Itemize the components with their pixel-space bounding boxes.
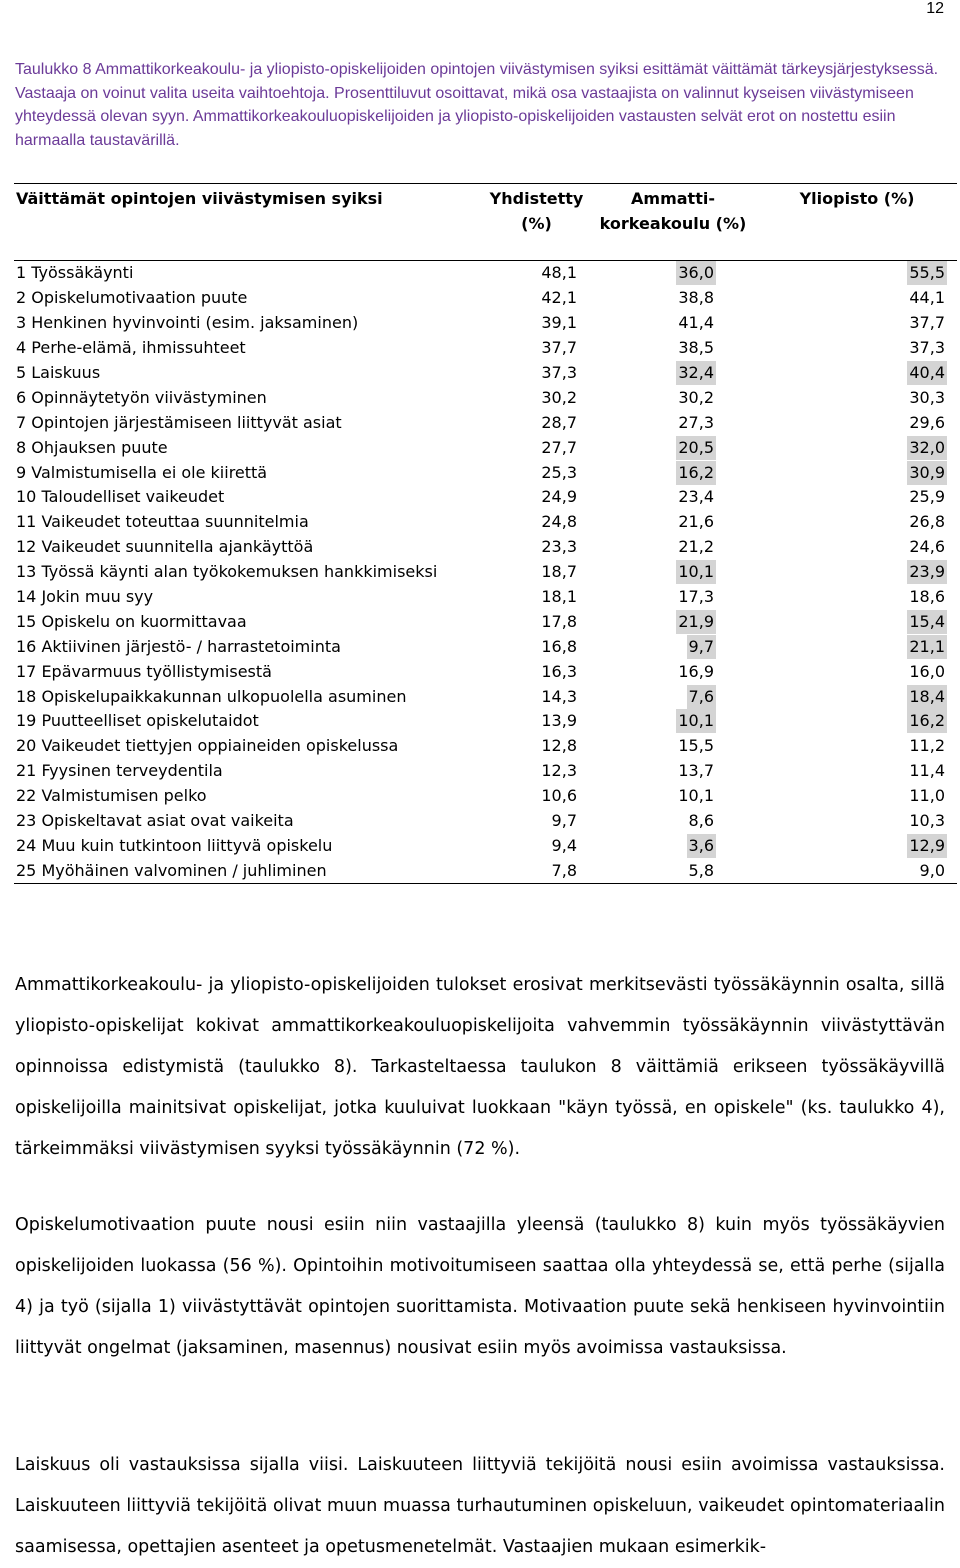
- cell-university: [757, 560, 957, 585]
- row-label: 8 Ohjauksen puute: [16, 437, 168, 457]
- reasons-table-container: [14, 183, 957, 884]
- cell-amk: [589, 858, 757, 883]
- cell-university: [757, 410, 957, 435]
- table-row: [14, 336, 957, 361]
- value-combined: 13,9: [541, 711, 577, 731]
- cell-amk: [589, 336, 757, 361]
- value-combined: 16,8: [541, 636, 577, 656]
- value-combined: 18,1: [541, 587, 577, 607]
- table-row: [14, 809, 957, 834]
- value-amk: 21,9: [676, 610, 716, 634]
- cell-amk: [589, 385, 757, 410]
- cell-university: [757, 460, 957, 485]
- row-label: 5 Laiskuus: [16, 363, 101, 382]
- cell-amk: [589, 460, 757, 485]
- row-label: 18 Opiskelupaikkakunnan ulkopuolella asuminen: [16, 686, 407, 706]
- value-combined: 16,3: [541, 661, 577, 681]
- value-university: 18,4: [907, 685, 947, 709]
- value-combined: 42,1: [541, 288, 577, 308]
- cell-amk: [589, 734, 757, 759]
- row-label: 12 Vaikeudet suunnitella ajankäyttöä: [16, 537, 314, 557]
- table-header-row: [14, 184, 957, 261]
- value-amk: 36,0: [676, 261, 716, 285]
- table-row: [14, 485, 957, 510]
- cell-university: [757, 585, 957, 610]
- caption-label: Taulukko 8: [15, 61, 92, 78]
- table-row: [14, 435, 957, 460]
- row-label: 19 Puutteelliset opiskelutaidot: [16, 711, 259, 731]
- table-row: [14, 361, 957, 386]
- cell-university: [757, 286, 957, 311]
- cell-amk: [589, 535, 757, 560]
- table-row: [14, 734, 957, 759]
- cell-combined: [484, 585, 589, 610]
- value-university: 16,2: [907, 709, 947, 733]
- cell-combined: [484, 634, 589, 659]
- cell-university: [757, 709, 957, 734]
- cell-combined: [484, 261, 589, 286]
- cell-combined: [484, 659, 589, 684]
- cell-university: [757, 809, 957, 834]
- table-body: [14, 261, 957, 884]
- value-university: 16,0: [909, 661, 945, 681]
- value-combined: 12,3: [541, 761, 577, 781]
- cell-amk: [589, 634, 757, 659]
- table-row: [14, 759, 957, 784]
- value-combined: 37,7: [541, 338, 577, 358]
- value-amk: 17,3: [678, 587, 714, 607]
- cell-combined: [484, 361, 589, 386]
- row-label: 24 Muu kuin tutkintoon liittyvä opiskelu: [16, 835, 333, 855]
- cell-university: [757, 734, 957, 759]
- value-combined: 23,3: [541, 537, 577, 557]
- value-amk: 30,2: [678, 387, 714, 407]
- cell-amk: [589, 510, 757, 535]
- table-row: [14, 560, 957, 585]
- table-row: [14, 659, 957, 684]
- value-university: 24,6: [909, 537, 945, 557]
- header-statement: Väittämät opintojen viivästymisen syiksi: [14, 184, 484, 261]
- cell-combined: [484, 609, 589, 634]
- value-amk: 10,1: [678, 786, 714, 806]
- table-row: [14, 510, 957, 535]
- value-amk: 10,1: [676, 709, 716, 733]
- value-university: 40,4: [907, 361, 947, 385]
- cell-combined: [484, 809, 589, 834]
- cell-university: [757, 336, 957, 361]
- value-combined: 9,7: [551, 811, 577, 831]
- value-combined: 24,8: [541, 512, 577, 532]
- value-combined: 14,3: [541, 686, 577, 706]
- value-amk: 13,7: [678, 761, 714, 781]
- header-combined: Yhdistetty (%): [484, 184, 589, 261]
- value-amk: 9,7: [687, 635, 716, 659]
- value-university: 21,1: [907, 635, 947, 659]
- cell-amk: [589, 659, 757, 684]
- value-university: 11,0: [909, 786, 945, 806]
- value-amk: 16,9: [678, 661, 714, 681]
- cell-university: [757, 833, 957, 858]
- caption-text: Ammattikorkeakoulu- ja yliopisto-opiskelijoiden opintojen viivästymisen syiksi esittämät väittämät tärkeysjärjestyksessä. Vastaaja on voinut valita useita vaihtoehtoja. Prosenttiluvut osoittavat, mikä osa vastaajista on valinnut kyseisen viivästymiseen yhteydessä olevan syyn. Ammattikorkeakouluopiskelijoiden ja yliopisto-opiskelijoiden vastausten selvät erot on nostettu esiin harmaalla taustavärillä.: [15, 61, 939, 149]
- value-university: 11,4: [909, 761, 945, 781]
- value-university: 37,3: [909, 338, 945, 358]
- cell-amk: [589, 833, 757, 858]
- value-combined: 18,7: [541, 562, 577, 582]
- cell-combined: [484, 858, 589, 883]
- table-caption: [15, 58, 945, 152]
- value-amk: 21,2: [678, 537, 714, 557]
- cell-university: [757, 385, 957, 410]
- row-label: 25 Myöhäinen valvominen / juhliminen: [14, 858, 484, 883]
- row-label: 10 Taloudelliset vaikeudet: [16, 487, 225, 507]
- value-university: 29,6: [909, 412, 945, 432]
- cell-amk: [589, 709, 757, 734]
- table-row: [14, 261, 957, 286]
- cell-university: [757, 510, 957, 535]
- paragraph-1: Ammattikorkeakoulu- ja yliopisto-opiskelijoiden tulokset erosivat merkitsevästi työssäkäynnin osalta, sillä yliopisto-opiskelijat kokivat ammattikorkeakouluopiskelijoita vahvemmin työssäkäynnin viivästyttävän opinnoissa edistymistä (taulukko 8). Tarkasteltaessa taulukon 8 väittämiä erikseen työssäkäyvillä opiskelijoilla mainitsivat opiskelijat, jotka kuuluivat luokkaan "käyn työssä, en opiskele" (ks. taulukko 4), tärkeimmäksi viivästymisen syyksi työssäkäynnin (72 %).: [15, 975, 945, 1159]
- row-label: 14 Jokin muu syy: [16, 587, 154, 607]
- value-amk: 38,8: [678, 288, 714, 308]
- cell-amk: [589, 410, 757, 435]
- value-combined: 37,3: [541, 363, 577, 382]
- value-amk: 8,6: [688, 811, 714, 831]
- value-university: 26,8: [909, 512, 945, 532]
- value-university: 30,9: [907, 461, 947, 485]
- value-university: 23,9: [907, 560, 947, 584]
- table-row: [14, 684, 957, 709]
- cell-combined: [484, 709, 589, 734]
- row-label: 1 Työssäkäynti: [16, 263, 134, 283]
- value-amk: 38,5: [678, 338, 714, 358]
- value-amk: 32,4: [676, 361, 716, 385]
- cell-university: [757, 261, 957, 286]
- row-label: 11 Vaikeudet toteuttaa suunnitelmia: [16, 512, 309, 532]
- row-label: 15 Opiskelu on kuormittavaa: [16, 611, 247, 631]
- paragraph-3: Laiskuus oli vastauksissa sijalla viisi. Laiskuuteen liittyviä tekijöitä nousi esiin avoimissa vastauksissa. Laiskuuteen liittyviä tekijöitä olivat muun muassa turhautuminen opiskeluun, vaikeudet opintomateriaalin saamisessa, opettajien asenteet ja opetusmenetelmät. Vastaajien mukaan esimerkik-: [15, 1455, 945, 1557]
- table-row: [14, 286, 957, 311]
- header-university: Yliopisto (%): [757, 184, 957, 261]
- cell-university: [757, 858, 957, 883]
- cell-amk: [589, 286, 757, 311]
- row-label: 2 Opiskelumotivaation puute: [16, 288, 248, 308]
- value-amk: 16,2: [676, 461, 716, 485]
- value-combined: 17,8: [541, 611, 577, 631]
- row-label: 3 Henkinen hyvinvointi (esim. jaksaminen): [16, 313, 359, 333]
- cell-university: [757, 784, 957, 809]
- value-university: 37,7: [909, 313, 945, 333]
- value-amk: 20,5: [676, 436, 716, 460]
- cell-university: [757, 759, 957, 784]
- value-combined: 7,8: [551, 860, 577, 880]
- table-row: [14, 858, 957, 883]
- cell-amk: [589, 311, 757, 336]
- table-row: [14, 833, 957, 858]
- value-amk: 3,6: [687, 834, 716, 858]
- cell-amk: [589, 261, 757, 286]
- cell-combined: [484, 460, 589, 485]
- cell-combined: [484, 410, 589, 435]
- cell-university: [757, 535, 957, 560]
- value-university: 30,3: [909, 387, 945, 407]
- cell-university: [757, 634, 957, 659]
- value-combined: 27,7: [541, 437, 577, 457]
- cell-university: [757, 311, 957, 336]
- cell-university: [757, 684, 957, 709]
- value-amk: 41,4: [678, 313, 714, 333]
- value-amk: 10,1: [676, 560, 716, 584]
- value-combined: 10,6: [541, 786, 577, 806]
- table-row: [14, 634, 957, 659]
- cell-combined: [484, 759, 589, 784]
- cell-amk: [589, 684, 757, 709]
- row-label: 20 Vaikeudet tiettyjen oppiaineiden opiskelussa: [16, 736, 399, 756]
- cell-university: [757, 609, 957, 634]
- value-university: 12,9: [907, 834, 947, 858]
- value-combined: 30,2: [541, 387, 577, 407]
- table-row: [14, 784, 957, 809]
- row-label: 13 Työssä käynti alan työkokemuksen hankkimiseksi: [16, 562, 438, 582]
- paragraph-2: Opiskelumotivaation puute nousi esiin niin vastaajilla yleensä (taulukko 8) kuin myös työssäkäyvien opiskelijoiden luokassa (56 %). Opintoihin motivoitumiseen saattaa olla yhteydessä se, että perhe (sijalla 4) ja työ (sijalla 1) viivästyttävät opintojen suorittamista. Motivaation puute sekä henkiseen hyvinvointiin liittyvät ongelmat (jaksaminen, masennus) nousivat esiin myös avoimissa vastauksissa.: [15, 1215, 945, 1358]
- value-combined: 39,1: [541, 313, 577, 333]
- cell-combined: [484, 535, 589, 560]
- value-university: 15,4: [907, 610, 947, 634]
- value-combined: 9,4: [551, 835, 577, 855]
- page-number: 12: [926, 0, 944, 17]
- cell-combined: [484, 286, 589, 311]
- cell-amk: [589, 784, 757, 809]
- value-amk: 15,5: [678, 736, 714, 756]
- cell-amk: [589, 809, 757, 834]
- value-university: 9,0: [919, 860, 945, 880]
- cell-combined: [484, 833, 589, 858]
- row-label: 6 Opinnäytetyön viivästyminen: [16, 387, 267, 407]
- value-amk: 21,6: [678, 512, 714, 532]
- table-row: [14, 585, 957, 610]
- cell-amk: [589, 485, 757, 510]
- cell-amk: [589, 759, 757, 784]
- value-amk: 23,4: [678, 487, 714, 507]
- cell-amk: [589, 361, 757, 386]
- cell-combined: [484, 510, 589, 535]
- value-combined: 48,1: [541, 263, 577, 283]
- value-amk: 7,6: [687, 685, 716, 709]
- cell-university: [757, 485, 957, 510]
- cell-combined: [484, 385, 589, 410]
- cell-amk: [589, 609, 757, 634]
- cell-university: [757, 361, 957, 386]
- table-row: [14, 385, 957, 410]
- table-row: [14, 460, 957, 485]
- value-university: 25,9: [909, 487, 945, 507]
- reasons-table: [14, 183, 957, 884]
- table-row: [14, 410, 957, 435]
- row-label: 22 Valmistumisen pelko: [16, 786, 207, 806]
- value-university: 44,1: [909, 288, 945, 308]
- value-combined: 12,8: [541, 736, 577, 756]
- value-combined: 24,9: [541, 487, 577, 507]
- cell-combined: [484, 734, 589, 759]
- row-label: 9 Valmistumisella ei ole kiirettä: [16, 462, 268, 482]
- cell-university: [757, 659, 957, 684]
- cell-combined: [484, 435, 589, 460]
- value-amk: 5,8: [688, 860, 714, 880]
- cell-combined: [484, 485, 589, 510]
- cell-university: [757, 435, 957, 460]
- header-amk: Ammatti-korkeakoulu (%): [589, 184, 757, 261]
- row-label: 21 Fyysinen terveydentila: [16, 761, 223, 781]
- value-university: 32,0: [907, 436, 947, 460]
- cell-combined: [484, 336, 589, 361]
- value-amk: 27,3: [678, 412, 714, 432]
- value-combined: 25,3: [541, 462, 577, 482]
- table-row: [14, 709, 957, 734]
- row-label: 23 Opiskeltavat asiat ovat vaikeita: [16, 811, 294, 831]
- value-combined: 28,7: [541, 412, 577, 432]
- cell-combined: [484, 560, 589, 585]
- cell-amk: [589, 585, 757, 610]
- value-university: 11,2: [909, 736, 945, 756]
- cell-combined: [484, 784, 589, 809]
- cell-combined: [484, 311, 589, 336]
- row-label: 7 Opintojen järjestämiseen liittyvät asiat: [16, 412, 342, 432]
- table-row: [14, 609, 957, 634]
- table-row: [14, 311, 957, 336]
- row-label: 16 Aktiivinen järjestö- / harrastetoiminta: [16, 636, 341, 656]
- table-row: [14, 535, 957, 560]
- cell-combined: [484, 684, 589, 709]
- cell-amk: [589, 560, 757, 585]
- value-university: 10,3: [909, 811, 945, 831]
- value-university: 55,5: [907, 261, 947, 285]
- row-label: 17 Epävarmuus työllistymisestä: [16, 661, 272, 681]
- row-label: 4 Perhe-elämä, ihmissuhteet: [16, 338, 246, 358]
- value-university: 18,6: [909, 587, 945, 607]
- cell-amk: [589, 435, 757, 460]
